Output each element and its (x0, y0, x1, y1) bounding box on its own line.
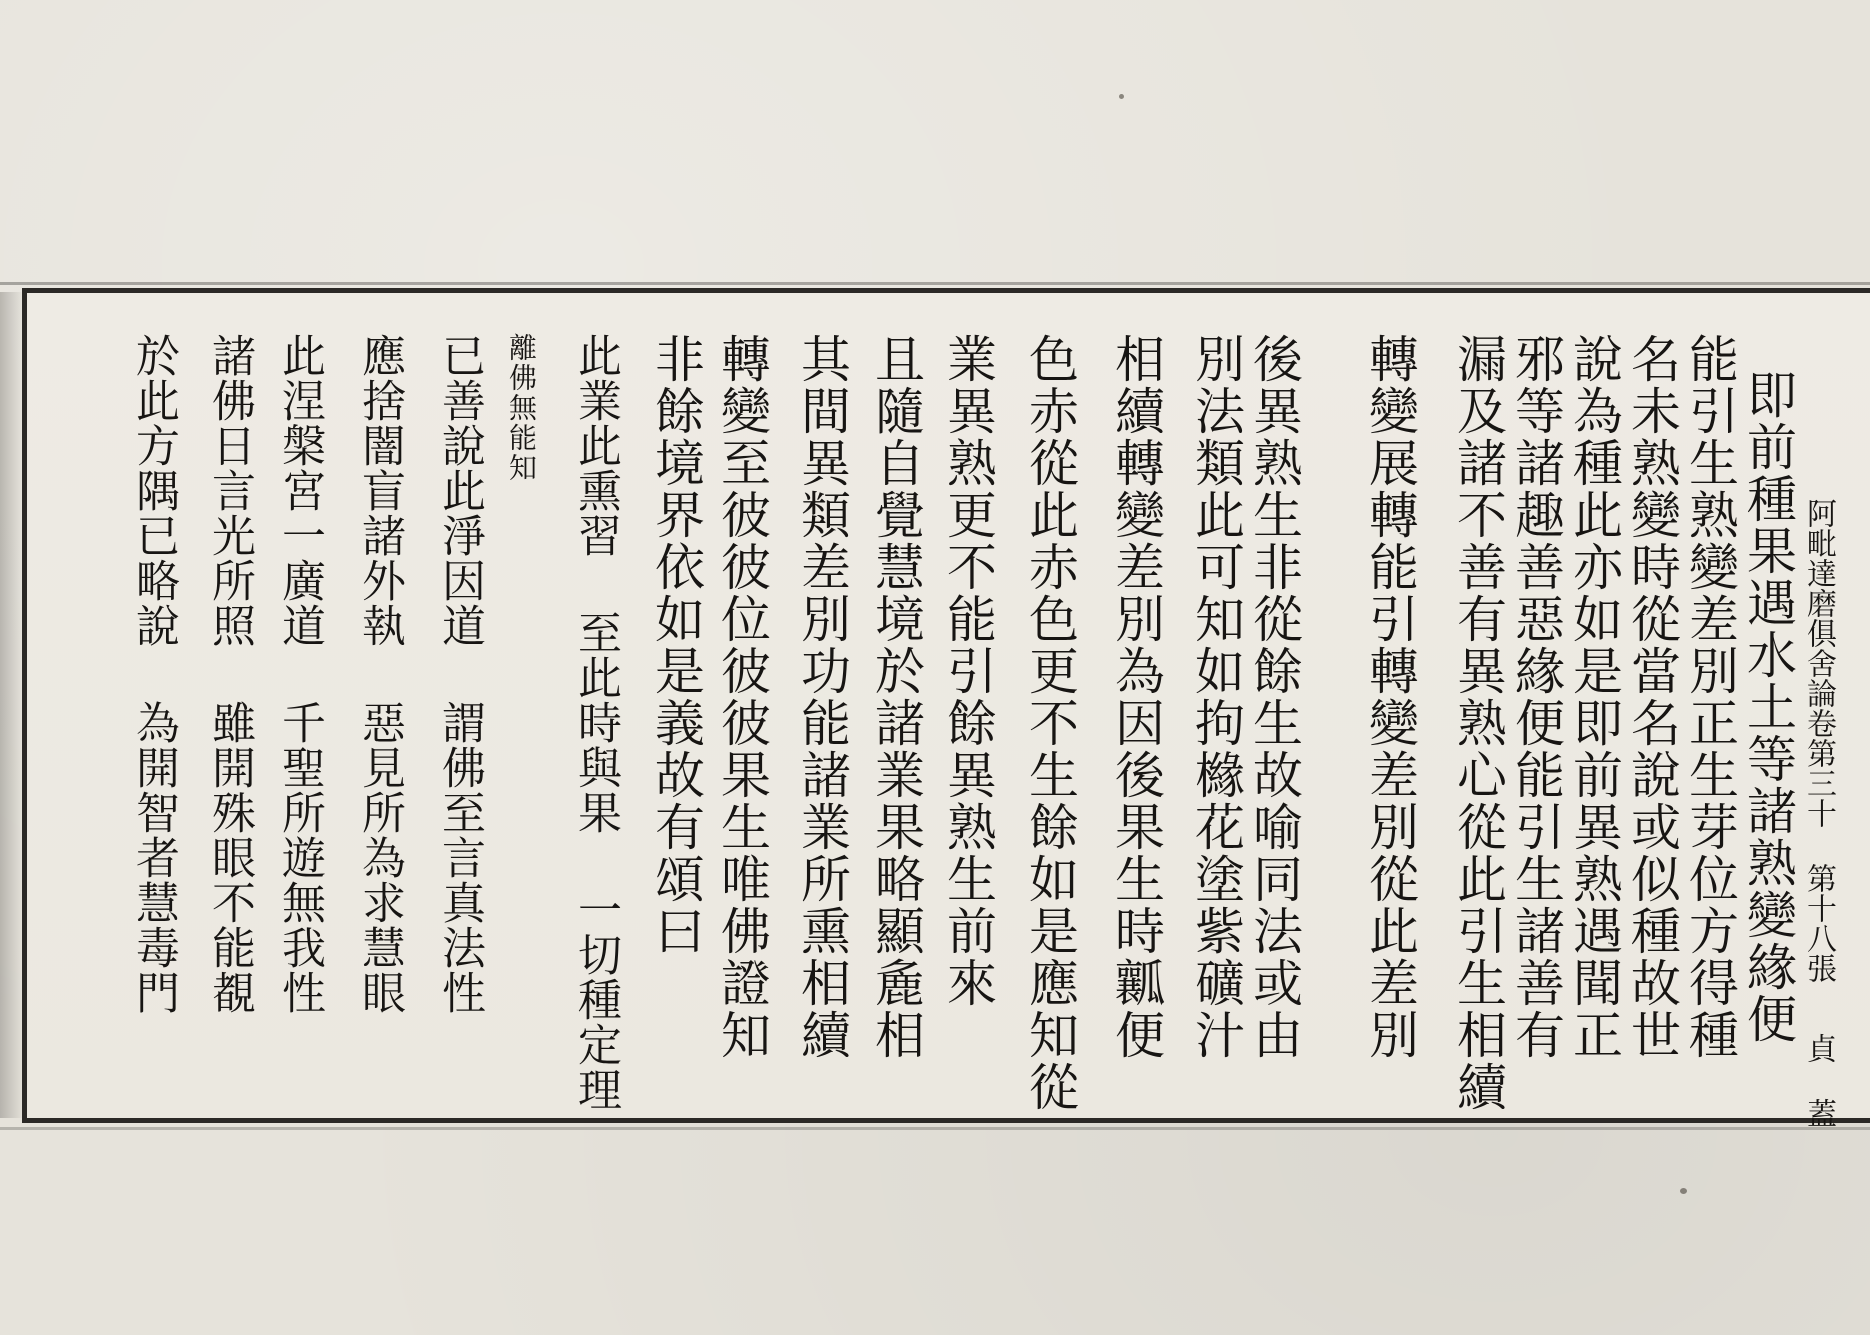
text-column: 轉變展轉能引轉變差別從此差別 (1361, 333, 1419, 1061)
text-column: 別法類此可知如拘櫞花塗紫礦汁 (1187, 333, 1245, 1061)
text-column: 說為種此亦如是即前異熟遇聞正 (1565, 333, 1623, 1061)
verse-line: 已善說此淨因道 謂佛至言真法性 (434, 333, 485, 1015)
header-title: 阿毗達磨俱舍論卷第三十 第十八張 (1801, 498, 1836, 983)
text-column: 業異熟更不能引餘異熟生前來 (939, 333, 997, 1009)
ink-speck (1680, 1188, 1687, 1194)
text-column: 能引生熟變差別正生芽位方得種 (1681, 333, 1739, 1061)
text-column: 且隨自覺慧境於諸業果略顯麁相 (867, 333, 925, 1061)
text-column: 名未熟變時從當名說或似種故世 (1623, 333, 1681, 1061)
verse-line: 此涅槃宮一廣道 千聖所遊無我性 (274, 333, 325, 1015)
header-mark: 貞 蓋 (1801, 1033, 1836, 1128)
text-column: 後異熟生非從餘生故喻同法或由 (1245, 333, 1303, 1061)
text-column: 轉變至彼彼位彼彼果生唯佛證知 (713, 333, 771, 1061)
ink-speck (1119, 94, 1124, 99)
text-column: 其間異類差別功能諸業所熏相續 (793, 333, 851, 1061)
text-column: 即前種果遇水土等諸熟變緣便 (1739, 369, 1797, 1045)
verse-line: 諸佛日言光所照 雖開殊眼不能覩 (204, 333, 255, 1015)
verse-line: 應捨闇盲諸外執 惡見所為求慧眼 (354, 333, 405, 1015)
printed-text-block (22, 288, 1870, 1128)
text-column: 色赤從此赤色更不生餘如是應知從 (1021, 333, 1079, 1113)
text-column: 漏及諸不善有異熟心從此引生相續 (1449, 333, 1507, 1113)
outer-rule-top (0, 282, 1870, 285)
verse-line: 離佛無能知 (505, 333, 538, 483)
verse-line: 此業此熏習 至此時與果 一切種定理 (570, 333, 621, 1112)
text-column: 邪等諸趣善惡緣便能引生諸善有 (1507, 333, 1565, 1061)
left-edge-shadow (0, 292, 24, 1118)
text-column: 相續轉變差別為因後果生時瓤便 (1107, 333, 1165, 1061)
outer-rule-bottom (0, 1127, 1870, 1130)
text-column: 非餘境界依如是義故有頌曰 (647, 333, 705, 957)
verse-line: 於此方隅已略說 為開智者慧毒門 (128, 333, 179, 1015)
